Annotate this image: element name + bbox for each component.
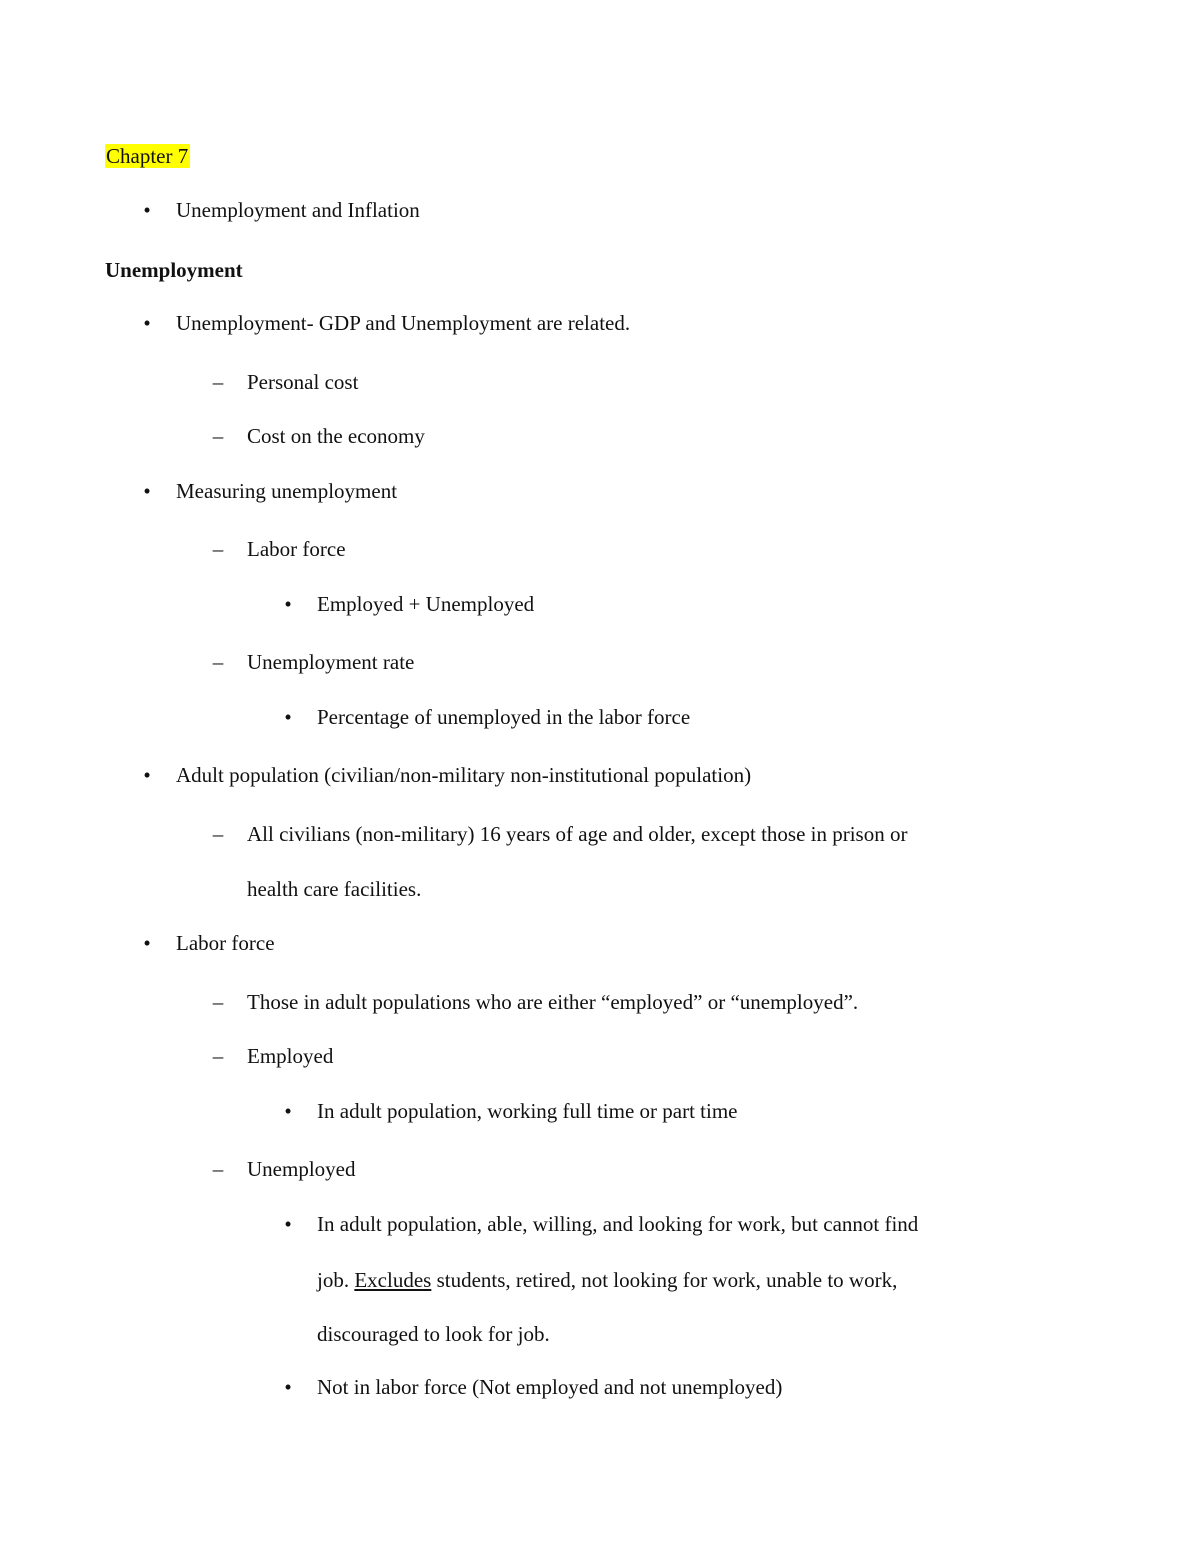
bullet-icon: • [143, 931, 151, 955]
underlined-term: Excludes [354, 1268, 432, 1292]
list-item: Those in adult populations who are either “employed” or “unemployed”. [247, 990, 859, 1014]
list-item-continuation: health care facilities. [247, 877, 422, 901]
bullet-icon: • [284, 592, 292, 616]
dash-icon: – [212, 370, 224, 394]
list-item: In adult population, working full time or part time [317, 1099, 738, 1123]
list-item: In adult population, able, willing, and looking for work, but cannot find [317, 1212, 919, 1236]
list-item: Unemployment rate [247, 650, 415, 674]
bullet-icon: • [284, 1212, 292, 1236]
list-item: All civilians (non-military) 16 years of age and older, except those in prison or [247, 822, 908, 846]
bullet-icon: • [284, 1375, 292, 1399]
list-item: Adult population (civilian/non-military non-institutional population) [176, 763, 752, 787]
dash-icon: – [212, 537, 224, 561]
dash-icon: – [212, 822, 224, 846]
topic-item: Unemployment and Inflation [176, 198, 420, 222]
list-item: Labor force [247, 537, 346, 561]
list-item: Unemployed [247, 1157, 356, 1181]
dash-icon: – [212, 424, 224, 448]
list-item: Employed [247, 1044, 334, 1068]
list-item: Not in labor force (Not employed and not unemployed) [317, 1375, 783, 1399]
bullet-icon: • [143, 479, 151, 503]
text-segment: students, retired, not looking for work, unable to work, [431, 1268, 898, 1292]
list-item: Labor force [176, 931, 275, 955]
bullet-icon: • [143, 198, 151, 222]
list-item: Employed + Unemployed [317, 592, 535, 616]
bullet-icon: • [284, 705, 292, 729]
chapter-title [105, 142, 190, 170]
list-item: Cost on the economy [247, 424, 425, 448]
dash-icon: – [212, 650, 224, 674]
list-item-continuation [317, 1266, 897, 1294]
bullet-icon: • [284, 1099, 292, 1123]
text-segment: job. [317, 1268, 355, 1292]
list-item: Percentage of unemployed in the labor force [317, 705, 691, 729]
section-heading: Unemployment [105, 258, 243, 282]
bullet-icon: • [143, 763, 151, 787]
bullet-icon: • [143, 311, 151, 335]
dash-icon: – [212, 1044, 224, 1068]
chapter-title-text: Chapter 7 [106, 144, 189, 168]
dash-icon: – [212, 990, 224, 1014]
list-item: Personal cost [247, 370, 359, 394]
list-item: Unemployment- GDP and Unemployment are related. [176, 311, 631, 335]
list-item-continuation: discouraged to look for job. [317, 1322, 550, 1346]
list-item: Measuring unemployment [176, 479, 398, 503]
dash-icon: – [212, 1157, 224, 1181]
